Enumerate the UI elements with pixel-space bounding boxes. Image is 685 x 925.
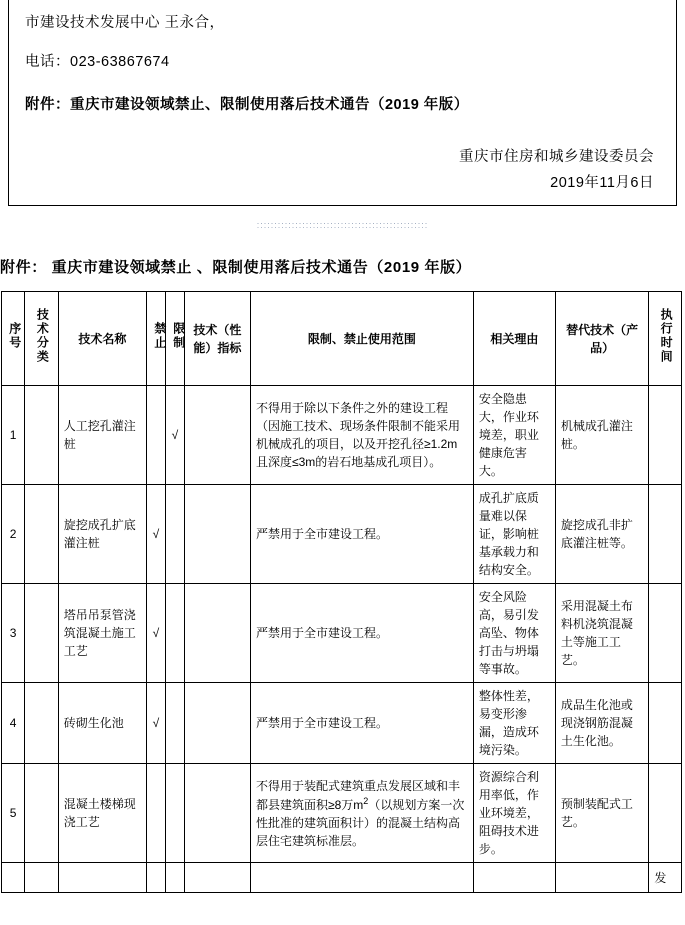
cell-no: 4 [2,683,25,764]
letter-contact-line: 市建设技术发展中心 王永合， [25,15,225,31]
cell-substitute [555,863,649,893]
th-ban: 禁止 [147,292,166,386]
cell-category [25,683,59,764]
cell-substitute: 机械成孔灌注桩。 [555,386,649,485]
cell-no [2,863,25,893]
table-row [2,683,682,764]
cell-indicator [184,584,250,683]
cell-no: 3 [2,584,25,683]
cell-ban [147,863,166,893]
cell-scope: 严禁用于全市建设工程。 [251,683,474,764]
technology-table [1,291,682,893]
cell-category [25,386,59,485]
cell-limit [165,683,184,764]
th-reason: 相关理由 [473,292,555,386]
cell-no: 1 [2,386,25,485]
cell-limit [165,485,184,584]
cell-time: 发 [649,863,682,893]
cell-reason: 资源综合利用率低，作业环境差，阻碍技术进步。 [473,764,555,863]
scope-text-pre: 不得用于装配式建筑重点发展区域和丰都县建筑面积≥8万m [256,778,461,812]
cell-time [649,764,682,863]
letter-phone-line: 电话：023-63867674 [25,54,170,71]
cell-substitute: 旋挖成孔非扩底灌注桩等。 [555,485,649,584]
cell-no: 5 [2,764,25,863]
cell-substitute: 成品生化池或现浇钢筋混凝土生化池。 [555,683,649,764]
th-substitute: 替代技术（产品） [555,292,649,386]
table-row [2,863,682,893]
th-category: 技术分类 [25,292,59,386]
table-row [2,764,682,863]
letter-signature-org: 重庆市住房和城乡建设委员会 [459,148,654,165]
th-name: 技术名称 [58,292,146,386]
cell-time [649,584,682,683]
scope-superscript: 2 [363,795,369,806]
cell-reason: 成孔扩底质量难以保证，影响桩基承载力和结构安全。 [473,485,555,584]
th-indicator: 技术（性能）指标 [184,292,250,386]
cell-indicator [184,386,250,485]
cell-scope: 严禁用于全市建设工程。 [251,584,474,683]
attachment-title: 附件： 重庆市建设领域禁止 、限制使用落后技术通告（2019 年版） [0,259,472,276]
cell-substitute: 采用混凝土布料机浇筑混凝土等施工工艺。 [555,584,649,683]
cell-indicator [184,485,250,584]
cell-name: 混凝土楼梯现浇工艺 [58,764,146,863]
cell-reason: 整体性差，易变形渗漏，造成环境污染。 [473,683,555,764]
cell-ban: √ [147,485,166,584]
cell-time [649,386,682,485]
cell-limit [165,863,184,893]
cell-limit [165,764,184,863]
cell-ban [147,386,166,485]
cell-reason [473,863,555,893]
cell-reason: 安全风险高，易引发高坠、物体打击与坍塌等事故。 [473,584,555,683]
cell-indicator [184,863,250,893]
cell-ban: √ [147,584,166,683]
letter-signature-date: 2019年11月6日 [550,174,654,191]
cell-substitute: 预制装配式工艺。 [555,764,649,863]
cell-time [649,683,682,764]
th-scope: 限制、禁止使用范围 [251,292,474,386]
scope-text-post: （以规划方案一次性批准的建筑面积计）的混凝土结构高层住宅建筑标准层。 [256,797,465,848]
cell-limit: √ [165,386,184,485]
th-limit: 限制 [165,292,184,386]
cell-name: 人工挖孔灌注桩 [58,386,146,485]
separator-dots: ::::::::::::::::::::::::::::::::::::::::::::::::: [256,220,429,230]
table-header-row [2,292,682,386]
page-separator [0,216,685,234]
table-row [2,485,682,584]
th-time: 执行时间 [649,292,682,386]
cell-indicator [184,764,250,863]
th-no: 序号 [2,292,25,386]
cell-name: 塔吊吊泵管浇筑混凝土施工工艺 [58,584,146,683]
cell-limit [165,584,184,683]
letter-attachment-line: 附件：重庆市建设领域禁止、限制使用落后技术通告（2019 年版） [25,97,469,114]
table-row [2,386,682,485]
cell-category [25,863,59,893]
letter-block [8,0,677,206]
cell-ban: √ [147,683,166,764]
cell-scope: 不得用于除以下条件之外的建设工程（因施工技术、现场条件限制不能采用机械成孔的项目，以及开挖孔径≥1.2m且深度≤3m的岩石地基成孔项目）。 [251,386,474,485]
cell-indicator [184,683,250,764]
cell-scope: 严禁用于全市建设工程。 [251,485,474,584]
cell-category [25,584,59,683]
cell-reason: 安全隐患大，作业环境差，职业健康危害大。 [473,386,555,485]
cell-scope [251,764,474,863]
cell-scope [251,863,474,893]
cell-name: 旋挖成孔扩底灌注桩 [58,485,146,584]
cell-time [649,485,682,584]
cell-no: 2 [2,485,25,584]
cell-name [58,863,146,893]
table-row [2,584,682,683]
cell-category [25,485,59,584]
cell-name: 砖砌生化池 [58,683,146,764]
cell-ban [147,764,166,863]
cell-category [25,764,59,863]
